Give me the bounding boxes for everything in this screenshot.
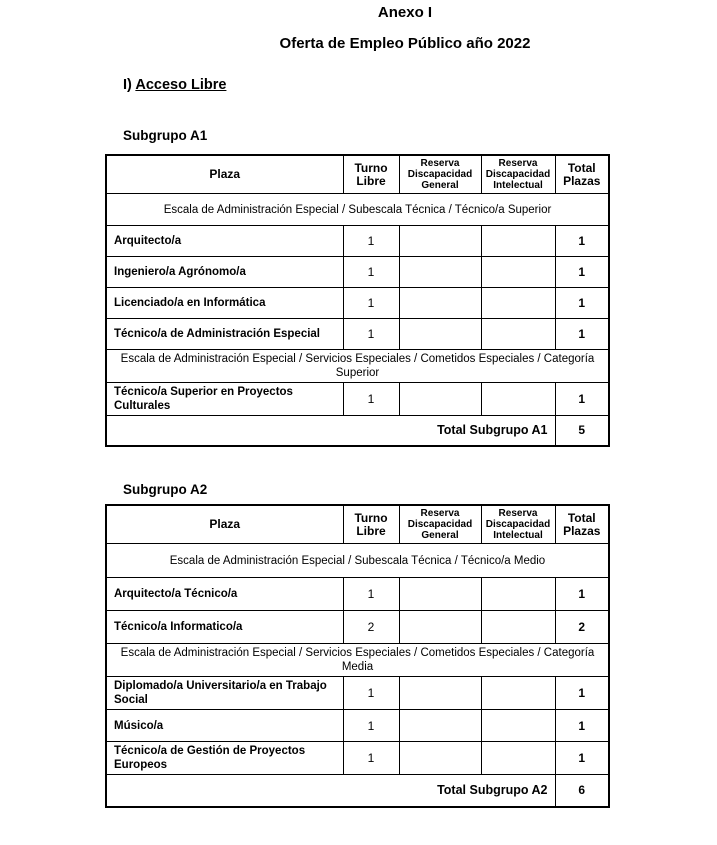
total-value: 6 bbox=[555, 775, 609, 807]
table-row bbox=[106, 257, 609, 288]
column-header-turno-libre: Turno Libre bbox=[343, 155, 399, 194]
total-plazas-cell: 1 bbox=[555, 226, 609, 257]
plaza-cell: Diplomado/a Universitario/a en Trabajo Social bbox=[106, 677, 343, 710]
column-header-total-plazas: Total Plazas bbox=[555, 155, 609, 194]
section-prefix: I) bbox=[123, 77, 136, 93]
total-row bbox=[106, 416, 609, 446]
table-row bbox=[106, 288, 609, 319]
turno-libre-cell: 2 bbox=[343, 611, 399, 644]
total-plazas-cell: 1 bbox=[555, 677, 609, 710]
total-plazas-cell: 1 bbox=[555, 288, 609, 319]
turno-libre-cell: 1 bbox=[343, 319, 399, 350]
reserva-intelectual-cell bbox=[481, 319, 555, 350]
total-plazas-cell: 1 bbox=[555, 742, 609, 775]
document-title: Anexo I bbox=[377, 4, 433, 21]
reserva-intelectual-cell bbox=[481, 226, 555, 257]
reserva-general-cell bbox=[399, 257, 481, 288]
total-plazas-cell: 2 bbox=[555, 611, 609, 644]
table-row bbox=[106, 742, 609, 775]
column-header-total-plazas: Total Plazas bbox=[555, 505, 609, 544]
plaza-cell: Arquitecto/a Técnico/a bbox=[106, 578, 343, 611]
column-header-reserva-general: Reserva Discapacidad General bbox=[399, 155, 481, 194]
reserva-intelectual-cell bbox=[481, 742, 555, 775]
table-row bbox=[106, 677, 609, 710]
scale-section-label: Escala de Administración Especial / Subescala Técnica / Técnico/a Medio bbox=[106, 544, 609, 578]
scale-section-label: Escala de Administración Especial / Servicios Especiales / Cometidos Especiales / Categoría Media bbox=[106, 644, 609, 677]
plaza-cell: Técnico/a de Administración Especial bbox=[106, 319, 343, 350]
total-value: 5 bbox=[555, 416, 609, 446]
turno-libre-cell: 1 bbox=[343, 710, 399, 742]
scale-section-row bbox=[106, 350, 609, 383]
plaza-cell: Técnico/a Superior en Proyectos Culturales bbox=[106, 383, 343, 416]
reserva-general-cell bbox=[399, 578, 481, 611]
column-header-plaza: Plaza bbox=[106, 155, 343, 194]
reserva-intelectual-cell bbox=[481, 710, 555, 742]
reserva-intelectual-cell bbox=[481, 677, 555, 710]
section-label: Acceso Libre bbox=[135, 77, 227, 93]
scale-section-label: Escala de Administración Especial / Subescala Técnica / Técnico/a Superior bbox=[106, 194, 609, 226]
column-header-reserva-intelectual: Reserva Discapacidad Intelectual bbox=[481, 155, 555, 194]
reserva-intelectual-cell bbox=[481, 611, 555, 644]
reserva-intelectual-cell bbox=[481, 383, 555, 416]
plaza-cell: Arquitecto/a bbox=[106, 226, 343, 257]
reserva-intelectual-cell bbox=[481, 578, 555, 611]
total-label: Total Subgrupo A2 bbox=[106, 775, 555, 807]
turno-libre-cell: 1 bbox=[343, 742, 399, 775]
reserva-intelectual-cell bbox=[481, 257, 555, 288]
table-header-row bbox=[106, 155, 609, 194]
column-header-plaza: Plaza bbox=[106, 505, 343, 544]
column-header-turno-libre: Turno Libre bbox=[343, 505, 399, 544]
table-row bbox=[106, 611, 609, 644]
turno-libre-cell: 1 bbox=[343, 257, 399, 288]
plaza-cell: Técnico/a de Gestión de Proyectos Europeos bbox=[106, 742, 343, 775]
scale-section-row bbox=[106, 644, 609, 677]
reserva-general-cell bbox=[399, 319, 481, 350]
total-row bbox=[106, 775, 609, 807]
subgroup-a2-heading: Subgrupo A2 bbox=[123, 482, 208, 497]
plaza-cell: Licenciado/a en Informática bbox=[106, 288, 343, 319]
reserva-general-cell bbox=[399, 383, 481, 416]
turno-libre-cell: 1 bbox=[343, 383, 399, 416]
subgroup-a2-table bbox=[105, 504, 610, 808]
column-header-reserva-general: Reserva Discapacidad General bbox=[399, 505, 481, 544]
column-header-reserva-intelectual: Reserva Discapacidad Intelectual bbox=[481, 505, 555, 544]
reserva-general-cell bbox=[399, 288, 481, 319]
reserva-intelectual-cell bbox=[481, 288, 555, 319]
subgroup-a1-table bbox=[105, 154, 610, 447]
total-plazas-cell: 1 bbox=[555, 257, 609, 288]
table-row bbox=[106, 226, 609, 257]
reserva-general-cell bbox=[399, 710, 481, 742]
table-row bbox=[106, 383, 609, 416]
document-subtitle: Oferta de Empleo Público año 2022 bbox=[279, 35, 531, 52]
reserva-general-cell bbox=[399, 742, 481, 775]
section-heading bbox=[123, 77, 226, 93]
total-plazas-cell: 1 bbox=[555, 710, 609, 742]
table-header-row bbox=[106, 505, 609, 544]
plaza-cell: Ingeniero/a Agrónomo/a bbox=[106, 257, 343, 288]
plaza-cell: Músico/a bbox=[106, 710, 343, 742]
total-plazas-cell: 1 bbox=[555, 578, 609, 611]
reserva-general-cell bbox=[399, 677, 481, 710]
reserva-general-cell bbox=[399, 226, 481, 257]
scale-section-label: Escala de Administración Especial / Servicios Especiales / Cometidos Especiales / Categoría Superior bbox=[106, 350, 609, 383]
turno-libre-cell: 1 bbox=[343, 288, 399, 319]
table-row bbox=[106, 578, 609, 611]
scale-section-row bbox=[106, 194, 609, 226]
scale-section-row bbox=[106, 544, 609, 578]
subgroup-a1-heading: Subgrupo A1 bbox=[123, 128, 208, 143]
table-row bbox=[106, 319, 609, 350]
turno-libre-cell: 1 bbox=[343, 578, 399, 611]
total-plazas-cell: 1 bbox=[555, 383, 609, 416]
reserva-general-cell bbox=[399, 611, 481, 644]
table-row bbox=[106, 710, 609, 742]
turno-libre-cell: 1 bbox=[343, 226, 399, 257]
plaza-cell: Técnico/a Informatico/a bbox=[106, 611, 343, 644]
turno-libre-cell: 1 bbox=[343, 677, 399, 710]
total-label: Total Subgrupo A1 bbox=[106, 416, 555, 446]
total-plazas-cell: 1 bbox=[555, 319, 609, 350]
